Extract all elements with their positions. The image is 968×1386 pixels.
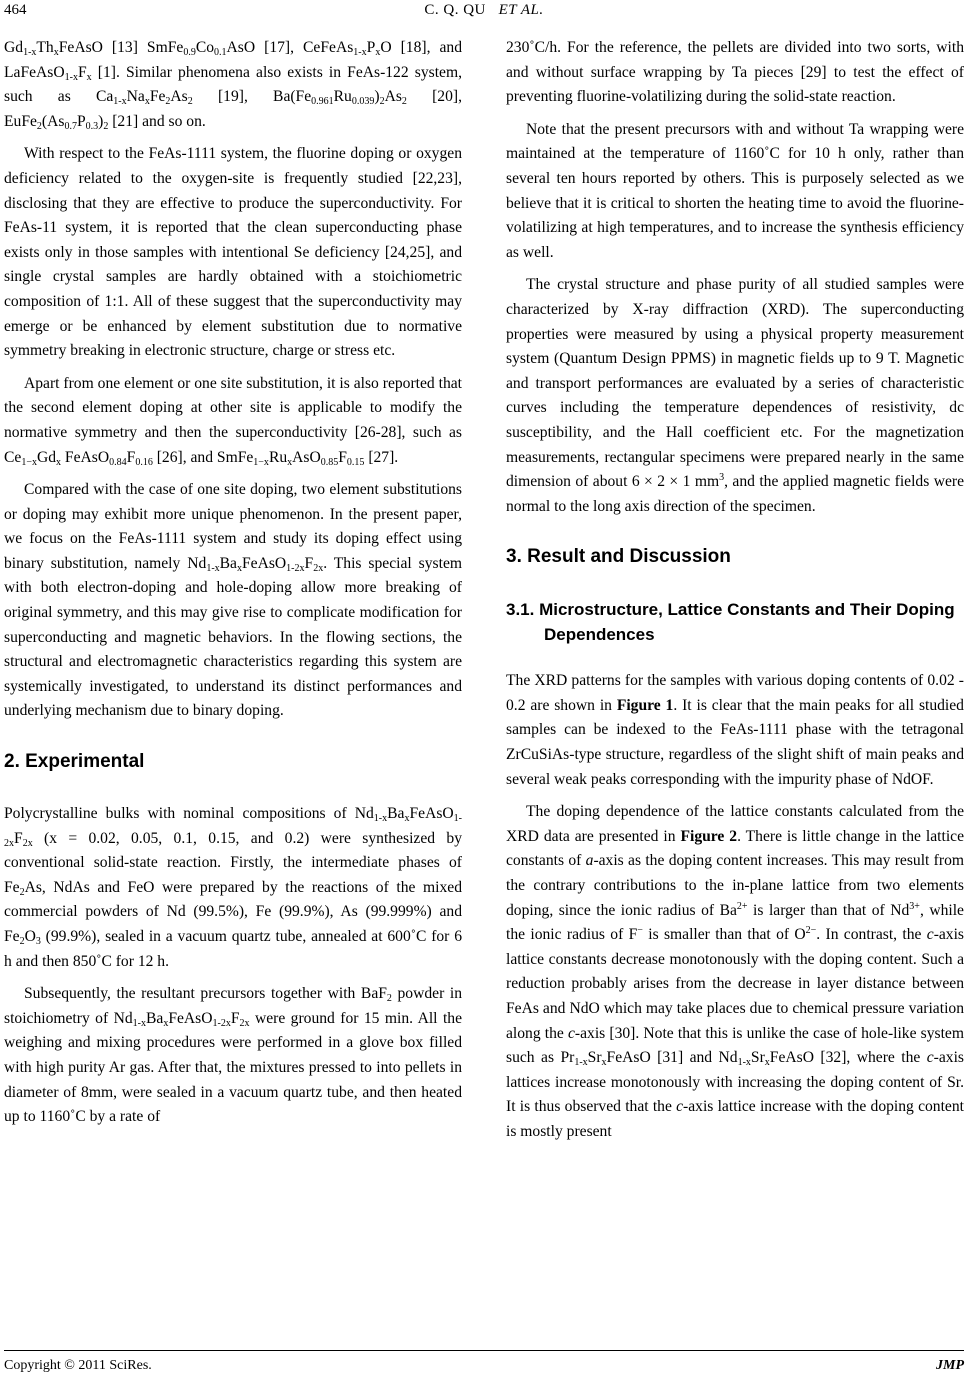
copyright-notice: Copyright © 2011 SciRes. bbox=[4, 1358, 152, 1373]
paragraph: The doping dependence of the lattice constants calculated from the XRD data are presented in Figure 2. There is little change in the lattice constants of a-axis as the doping content increases. This may result from the contrary contributions to the in-plane lattice from two elements doping, since the ionic radius of $Ba^{2+}$ is larger than that of $Nd^{3+}$, while the ionic radius of F− is smaller than that of $O^{2-}$. In contrast, the c-axis lattice constants decrease monotonously with the doping content. Such a reduction probably arises from the decrease in layer distance between FeAs and NdO which may take places due to chemical pressure variation along the c-axis [30]. Note that this is unlike the case of hole-like system such as $Pr_{1-x}Sr_xFeAsO$ [31] and $Nd_{1-x}Sr_xFeAsO$ [32], where the c-axis lattices increase monotonously with increasing the doping content of Sr. It is thus observed that the c-axis lattice increase with the doping content is mostly present bbox=[506, 803, 964, 1140]
footer-rule bbox=[4, 1350, 964, 1351]
paragraph: 230˚C/h. For the reference, the pellets are divided into two sorts, with and without surface wrapping by Ta pieces [29] to test the effect of preventing fluorine-volatilizing during the solid-state reaction. bbox=[506, 39, 964, 106]
paragraph: The crystal structure and phase purity of all studied samples were characterized by X-ray diffraction (XRD). The superconducting properties were measured by using a physical property measurement system (Quantum Design PPMS) in magnetic fields up to 9 T. Magnetic and transport performances are evaluated by a series of characteristic curves including the temperature dependences of resistivity, dc susceptibility, and the Hall coefficient etc. For the magnetization measurements, rectangular specimens were prepared nearly in the same dimension of about 6 × 2 × 1 $mm^3$, and the applied magnetic fields were normal to the long axis direction of the specimen. bbox=[506, 276, 964, 515]
paragraph: The XRD patterns for the samples with various doping contents of 0.02 - 0.2 are shown in Figure 1. It is clear that the main peaks for all studied samples can be indexed to the FeAs-1111 phase with the tetragonal ZrCuSiAs-type structure, regardless of the slight shift of main peaks and several weak peaks corresponding with the impurity phase of NdOF. bbox=[506, 672, 964, 788]
subsection-heading: 3.1. Microstructure, Lattice Constants and Their Doping Dependences bbox=[506, 600, 955, 645]
paragraph: Compared with the case of one site doping, two element substitutions or doping may exhibit more unique phenomenon. In the present paper, we focus on the FeAs-1111 system and study its doping effect using binary substitution, namely $Nd_{1-x}Ba_xFeAsO_{1-2x}F_{2x}$. This special system with both electron-doping and hole-doping allow more breaking of original symmetry, and this may give rise to complicate modification for superconducting and magnetic behaviors. In the flowing sections, the structural and electromagnetic characteristics regarding this system are systemically investigated, to understand its distinct performances and underlying mechanism due to binary doping. bbox=[4, 481, 462, 720]
paragraph: Polycrystalline bulks with nominal compositions of $Nd_{1-x}Ba_xFeAsO_{1-2x}F_{2x}$ (x = 0.02, 0.05, 0.1, 0.15, and 0.2) were synthesized by conventional solid-state reaction. Firstly, the intermediate phases of $Fe_2As$, NdAs and FeO were prepared by the reactions of the mixed commercial powders of Nd (99.5%), Fe (99.9%), As (99.999%) and $Fe_2O_3$ (99.9%), sealed in a vacuum quartz tube, annealed at 600˚C for 6 h and then 850˚C for 12 h. bbox=[4, 805, 462, 970]
paragraph: Subsequently, the resultant precursors together with BaF$_2$ powder in stoichiometry of $Nd_{1-x}Ba_xFeAsO_{1-2x}F_{2x}$ were ground for 15 min. All the weighing and mixing procedures were performed in a glove box filled with high purity Ar gas. After that, the mixtures pressed to into pellets in diameter of 8mm, were sealed in a vacuum quartz tube, and then heated up to 1160˚C by a rate of bbox=[4, 985, 462, 1126]
page-number: 464 bbox=[4, 2, 27, 18]
right-column bbox=[506, 36, 964, 1145]
left-column bbox=[4, 36, 462, 1130]
section-heading: 2. Experimental bbox=[4, 751, 145, 773]
running-header bbox=[0, 2, 968, 26]
figure-ref[interactable]: Figure 2 bbox=[680, 827, 738, 845]
paragraph: With respect to the FeAs-1111 system, the fluorine doping or oxygen deficiency related to the oxygen-site is frequently studied [22,23], disclosing that they are effective to produce the superconductivity. For FeAs-11 system, it is reported that the clean superconducting phase exists only in those samples with intentional Se deficiency [24,25], and single crystal samples are hardly obtained with a stoichiometric composition of 1:1. All of these suggest that the superconductivity may emerge or be enhanced by element substitution due to normative symmetry breaking in electronic structure, charge or stress etc. bbox=[4, 145, 462, 360]
paragraph: $Gd_{1-x}Th_xFeAsO$ [13] $SmFe_{0.9}Co_{0.1}AsO$ [17], $CeFeAs_{1-x}P_xO$ [18], and $LaFeAsO_{1-x}F_x$ [1]. Similar phenomena also exists in FeAs-122 system, such as $Ca_{1-x}Na_xFe_2As_2$ [19], $Ba(Fe_{0.961}Ru_{0.039})_2As_2$ [20], $EuFe_2(As_{0.7}P_{0.3})_2$ [21] and so on. bbox=[4, 39, 462, 132]
journal-abbrev: JMP bbox=[936, 1358, 964, 1373]
figure-ref[interactable]: Figure 1 bbox=[616, 696, 674, 714]
paragraph: Note that the present precursors with and without Ta wrapping were maintained at the temperature of 1160˚C for 10 h only, rather than several ten hours reported by others. This is purposely selected as we believe that it is critical to shorten the heating time to avoid the fluorine-volatilizing at high temperatures, and to increase the synthesis efficiency as well. bbox=[506, 120, 964, 261]
section-heading: 3. Result and Discussion bbox=[506, 546, 731, 568]
paragraph: Apart from one element or one site substitution, it is also reported that the second element doping at other site is applicable to modify the normative symmetry and then the superconductivity [26-28], such as $Ce_{1-x}Gd_x$ $FeAsO_{0.84}F_{0.16}$ [26], and $SmFe_{1-x}Ru_xAsO_{0.85}F_{0.15}$ [27]. bbox=[4, 374, 462, 468]
running-authors: C. Q. QU ET AL. bbox=[424, 2, 544, 18]
page-footer bbox=[0, 1358, 968, 1380]
